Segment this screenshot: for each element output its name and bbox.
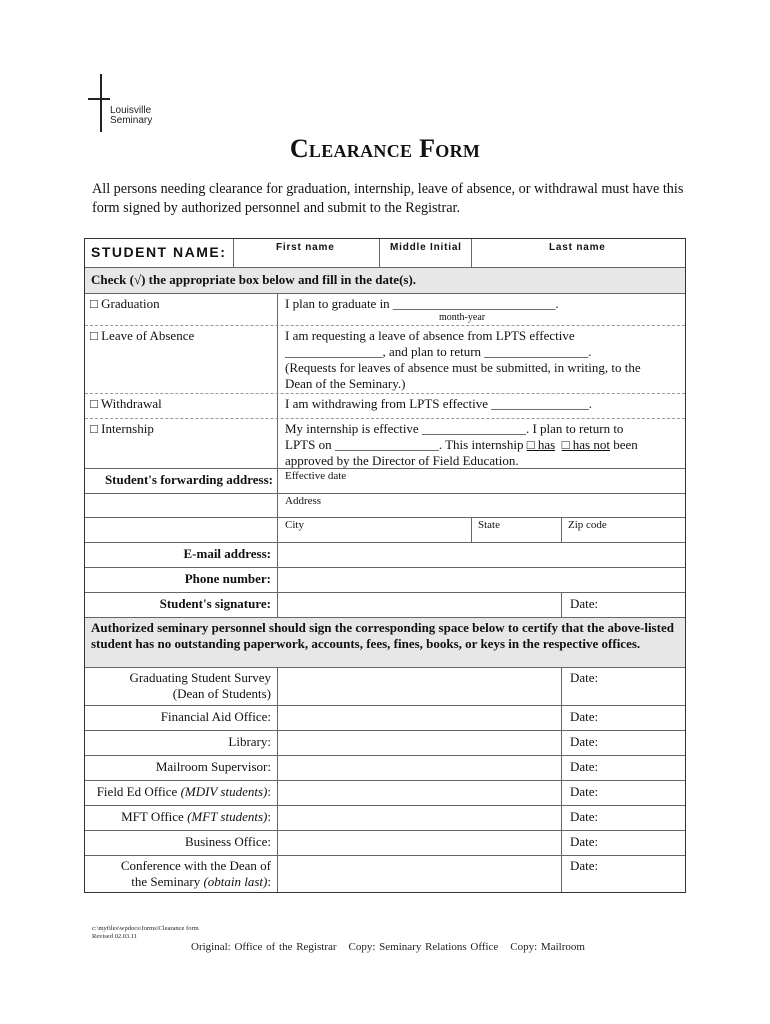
financial-label: Financial Aid Office: — [160, 709, 271, 724]
effective-date-field[interactable]: Effective date — [277, 469, 685, 493]
internship-row — [85, 419, 685, 469]
student-name-row — [85, 239, 685, 268]
withdrawal-checkbox[interactable]: □ Withdrawal — [90, 396, 162, 411]
cross-icon-vertical — [100, 74, 102, 132]
office-row-library — [85, 731, 685, 756]
clearance-form-table — [84, 238, 686, 893]
mft-date-field[interactable]: Date: — [561, 806, 685, 830]
internship-checkbox[interactable]: □ Internship — [90, 421, 154, 436]
dean-signature-field[interactable] — [277, 856, 561, 892]
financial-date-field[interactable]: Date: — [561, 706, 685, 730]
business-signature-field[interactable] — [277, 831, 561, 855]
fielded-date-field[interactable]: Date: — [561, 781, 685, 805]
email-label: E-mail address: — [183, 546, 271, 561]
survey-date-field[interactable]: Date: — [561, 668, 685, 705]
signature-label: Student's signature: — [159, 596, 271, 611]
dean-label: Conference with the Dean of the Seminary (obtain last): — [120, 858, 271, 889]
mailroom-signature-field[interactable] — [277, 756, 561, 780]
city-field[interactable]: City — [277, 518, 471, 542]
mft-label: MFT Office (MFT students): — [121, 809, 271, 824]
email-row — [85, 543, 685, 568]
library-signature-field[interactable] — [277, 731, 561, 755]
check-instruction: Check (√) the appropriate box below and fill in the date(s). — [91, 272, 417, 287]
survey-label: Graduating Student Survey (Dean of Students) — [129, 670, 271, 701]
mailroom-label: Mailroom Supervisor: — [155, 759, 271, 774]
survey-signature-field[interactable] — [277, 668, 561, 705]
signature-row — [85, 593, 685, 618]
business-date-field[interactable]: Date: — [561, 831, 685, 855]
mailroom-date-field[interactable]: Date: — [561, 756, 685, 780]
office-row-mailroom — [85, 756, 685, 781]
address-row — [85, 494, 685, 518]
authorized-note-row — [85, 618, 685, 668]
first-name-field[interactable]: First name — [233, 239, 379, 267]
office-row-fielded — [85, 781, 685, 806]
signature-date-field[interactable]: Date: — [561, 593, 685, 617]
office-row-mft — [85, 806, 685, 831]
mft-signature-field[interactable] — [277, 806, 561, 830]
distribution-copies: Original: Office of the Registrar Copy: Seminary Relations Office Copy: Mailroom — [191, 941, 585, 953]
graduation-detail: I plan to graduate in _________________________. month-year — [277, 294, 685, 325]
financial-signature-field[interactable] — [277, 706, 561, 730]
office-row-business — [85, 831, 685, 856]
office-row-dean — [85, 856, 685, 892]
seminary-logo — [88, 74, 168, 134]
internship-detail: My internship is effective ________________. I plan to return to LPTS on ________________. This internship □ has □ has not been approved by the Director of Field Education. — [277, 419, 685, 468]
graduation-checkbox[interactable]: □ Graduation — [90, 296, 160, 311]
middle-initial-field[interactable]: Middle Initial — [379, 239, 471, 267]
intro-paragraph: All persons needing clearance for graduation, internship, leave of absence, or withdrawal must have this form signed by authorized personnel and submit to the Registrar. — [92, 181, 684, 216]
phone-row — [85, 568, 685, 593]
signature-field[interactable] — [277, 593, 561, 617]
dean-date-field[interactable]: Date: — [561, 856, 685, 892]
phone-label: Phone number: — [184, 571, 271, 586]
internship-has-not-option[interactable]: □ has not — [561, 437, 610, 452]
withdrawal-detail: I am withdrawing from LPTS effective _______________. — [277, 394, 685, 418]
leave-row — [85, 326, 685, 394]
state-field[interactable]: State — [471, 518, 561, 542]
effective-date-row — [85, 469, 685, 494]
page-title: Clearance Form — [289, 134, 481, 163]
fielded-label: Field Ed Office (MDIV students): — [96, 784, 271, 799]
fielded-signature-field[interactable] — [277, 781, 561, 805]
graduation-row — [85, 294, 685, 326]
office-row-survey — [85, 668, 685, 706]
phone-field[interactable] — [277, 568, 685, 592]
leave-checkbox[interactable]: □ Leave of Absence — [90, 328, 195, 343]
logo-text: Louisville Seminary — [110, 105, 153, 126]
last-name-field[interactable]: Last name — [471, 239, 685, 267]
city-state-zip-row — [85, 518, 685, 543]
student-name-label: STUDENT NAME: — [91, 244, 227, 260]
internship-has-option[interactable]: □ has — [526, 437, 556, 452]
library-date-field[interactable]: Date: — [561, 731, 685, 755]
check-instruction-row — [85, 268, 685, 294]
office-row-financial — [85, 706, 685, 731]
file-path-note: c:\myfiles\wpdocs\forms\Clearance form Revised 02.03.11 — [92, 925, 199, 940]
cross-icon-horizontal — [88, 98, 110, 100]
library-label: Library: — [228, 734, 271, 749]
authorized-note: Authorized seminary personnel should sign the corresponding space below to certify that the above-listed student has no outstanding paperwork, accounts, fees, fines, books, or keys in the respective offices. — [91, 620, 674, 651]
address-field[interactable]: Address — [277, 494, 685, 517]
withdrawal-row — [85, 394, 685, 419]
zip-field[interactable]: Zip code — [561, 518, 685, 542]
email-field[interactable] — [277, 543, 685, 567]
business-label: Business Office: — [184, 834, 271, 849]
forwarding-address-label: Student's forwarding address: — [104, 472, 273, 487]
leave-detail: I am requesting a leave of absence from LPTS effective _______________, and plan to return ________________. (Requests for leaves of absence must be submitted, in writing, to the Dean of the Seminary.) — [277, 326, 685, 393]
